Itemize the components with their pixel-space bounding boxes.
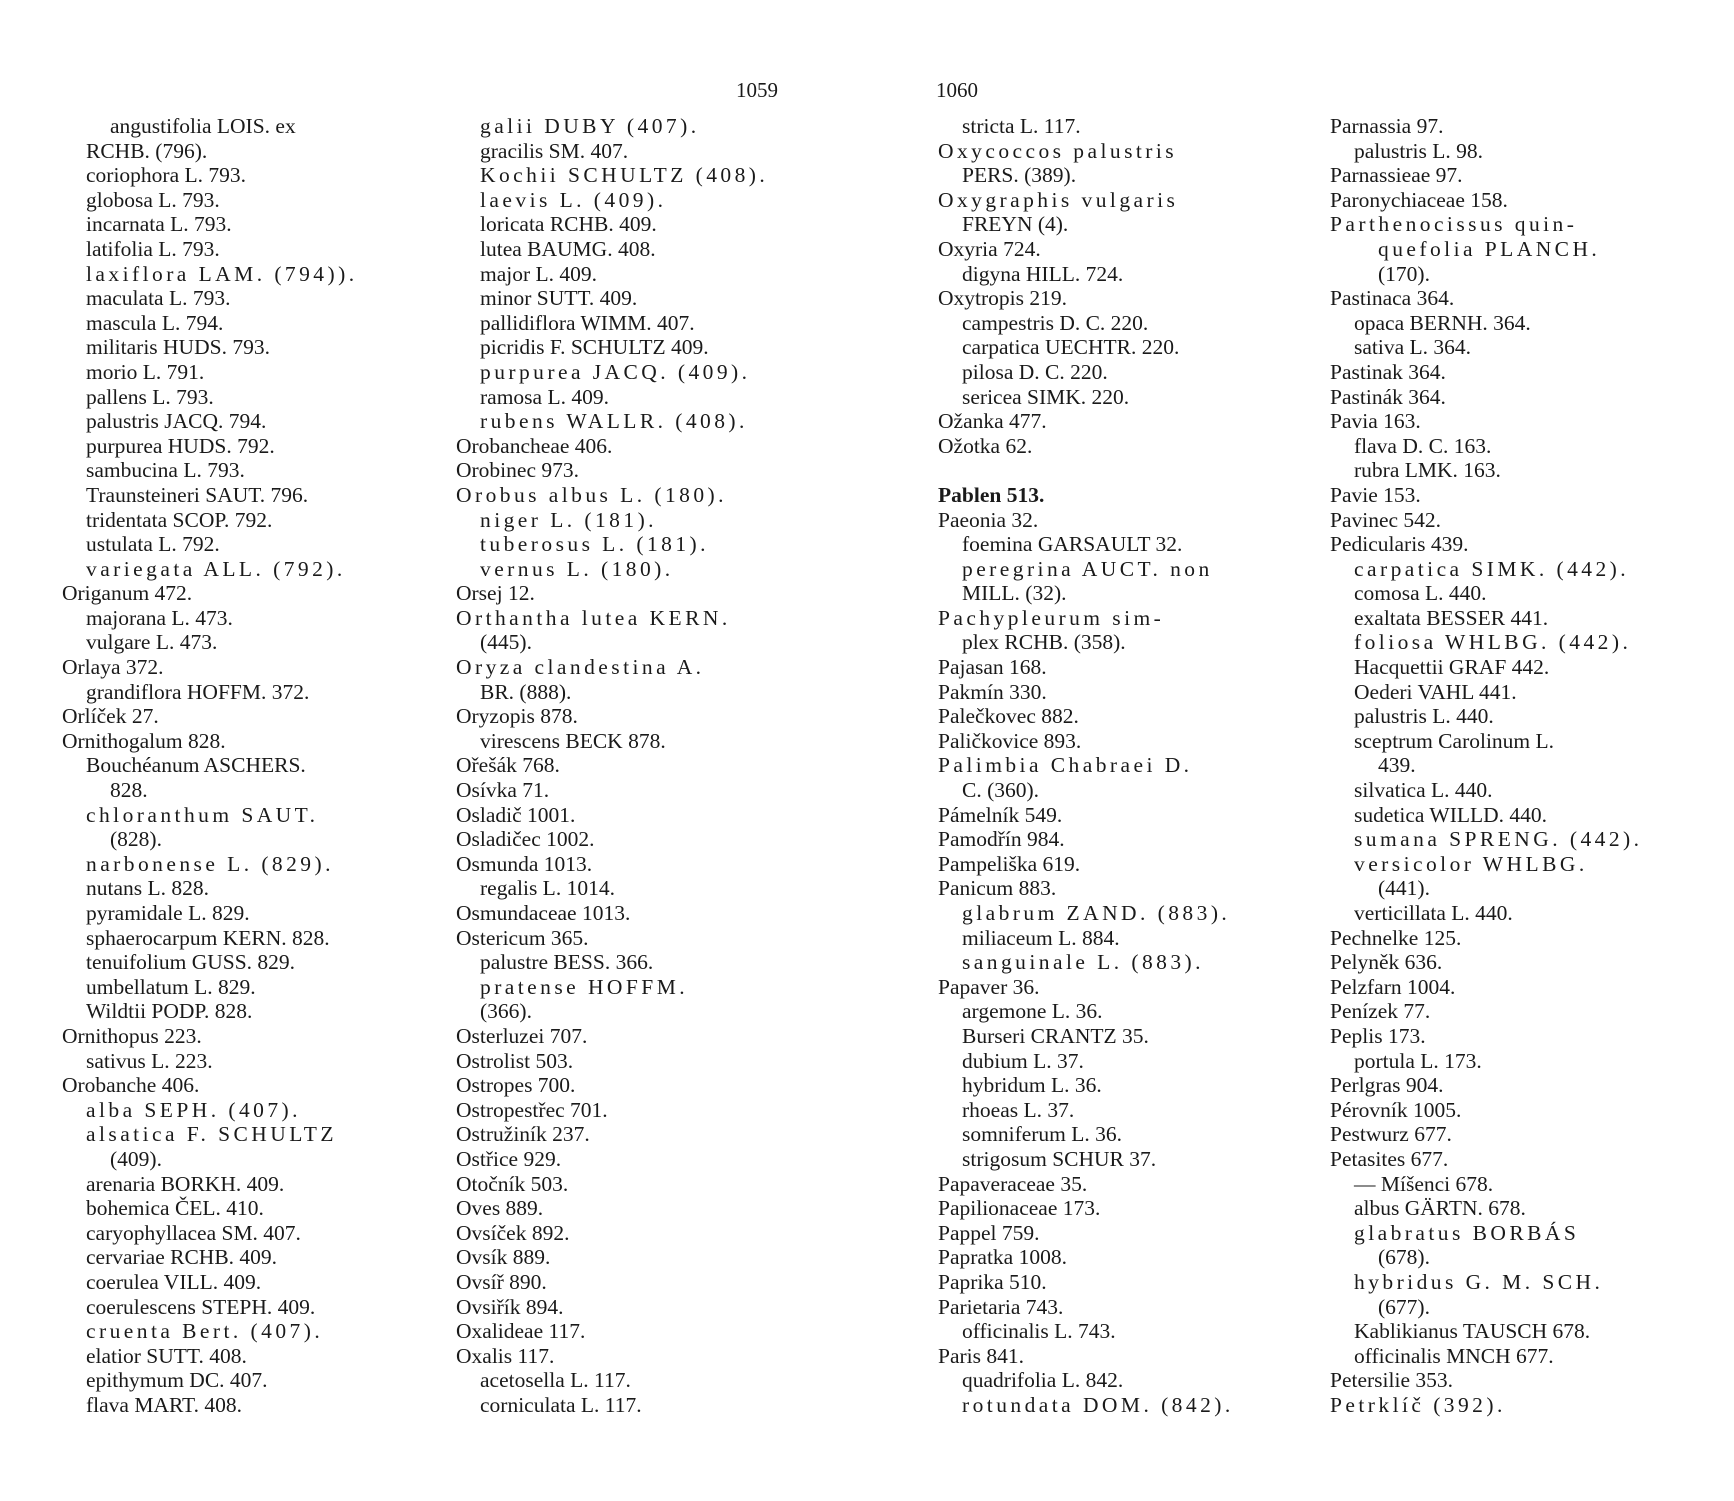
index-entry: picridis F. SCHULTZ 409. [480,335,709,360]
index-entry: hybridum L. 36. [962,1073,1102,1098]
index-entry: sericea SIMK. 220. [962,384,1130,409]
index-heading-entry: Ostropestřec 701. [456,1097,608,1122]
index-heading-entry: Osívka 71. [456,778,550,803]
index-entry: Oederi VAHL 441. [1354,679,1517,704]
index-entry: tenuifolium GUSS. 829. [86,950,296,975]
index-entry: palustris L. 440. [1354,704,1494,729]
index-entry: Bouchéanum ASCHERS. [86,753,306,778]
index-entry: albus GÄRTN. 678. [1354,1196,1526,1221]
index-heading-entry: Palečkovec 882. [938,704,1079,729]
index-heading-entry: Orsej 12. [456,581,535,606]
index-entry: comosa L. 440. [1354,581,1487,606]
index-entry: ustulata L. 792. [86,532,220,557]
index-heading-entry: Pajasan 168. [938,655,1047,680]
index-entry: silvatica L. 440. [1354,778,1493,803]
index-entry: coriophora L. 793. [86,163,247,188]
index-entry: rotundata DOM. (842). [962,1392,1234,1417]
index-entry: opaca BERNH. 364. [1354,310,1531,335]
index-entry: miliaceum L. 884. [962,925,1120,950]
index-entry: galii DUBY (407). [480,114,700,138]
index-heading-entry: Paronychiaceae 158. [1330,187,1508,212]
index-entry: majorana L. 473. [86,605,233,630]
index-heading-entry: Pastinák 364. [1330,384,1446,409]
index-heading-entry: Petrklíč (392). [1330,1392,1506,1417]
index-heading-entry: Ožanka 477. [938,409,1047,434]
index-heading-entry: Papilionaceae 173. [938,1196,1101,1221]
page-number-left: 1059 [736,78,778,102]
index-entry: epithymum DC. 407. [86,1368,268,1393]
index-entry: exaltata BESSER 441. [1354,605,1549,630]
index-entry: major L. 409. [480,261,598,286]
index-entry: strigosum SCHUR 37. [962,1146,1157,1171]
index-entry: flava MART. 408. [86,1392,242,1417]
index-entry: coerulescens STEPH. 409. [86,1294,316,1319]
index-entry: corniculata L. 117. [480,1392,642,1417]
index-entry: 828. [110,778,148,803]
index-heading-entry: Pamodřín 984. [938,827,1065,852]
index-entry: Kablikianus TAUSCH 678. [1354,1319,1591,1344]
index-entry: (445). [480,630,532,655]
index-entry: verticillata L. 440. [1354,901,1513,925]
index-entry: cervariae RCHB. 409. [86,1245,278,1270]
index-entry: officinalis MNCH 677. [1354,1343,1554,1368]
index-entry: foliosa WHLBG. (442). [1354,630,1632,655]
index-entry: hybridus G. M. SCH. [1354,1269,1604,1294]
index-heading-entry: Petersilie 353. [1330,1368,1454,1393]
index-entry: pratense HOFFM. [480,974,689,999]
index-heading-entry: Pelyněk 636. [1330,950,1443,975]
index-entry: sativus L. 223. [86,1048,213,1073]
index-entry: alba SEPH. (407). [86,1097,301,1122]
index-entry: nutans L. 828. [86,876,210,901]
index-heading-entry: Orthantha lutea KERN. [456,605,731,630]
index-heading-entry: Papratka 1008. [938,1245,1067,1270]
index-entry: quefolia PLANCH. [1378,236,1601,261]
index-entry: Burseri CRANTZ 35. [962,1023,1149,1048]
index-entry: foemina GARSAULT 32. [962,532,1183,557]
index-entry: narbonense L. (829). [86,851,334,876]
index-entry: sanguinale L. (883). [962,950,1204,975]
index-heading-entry: Pappel 759. [938,1220,1040,1245]
index-heading-entry: Penízek 77. [1330,999,1431,1024]
index-heading-entry: Ostružiník 237. [456,1122,590,1147]
index-entry: versicolor WHLBG. [1354,851,1588,876]
index-heading-entry: Ostericum 365. [456,925,589,950]
index-entry: minor SUTT. 409. [480,286,638,311]
index-entry: pyramidale L. 829. [86,901,250,925]
index-heading-entry: Pavia 163. [1330,409,1421,434]
index-heading-entry: Origanum 472. [62,581,193,606]
index-entry: militaris HUDS. 793. [86,335,270,360]
index-entry: incarnata L. 793. [86,212,232,237]
index-heading-entry: Ovsiřík 894. [456,1294,564,1319]
index-heading-entry: Osladičec 1002. [456,827,595,852]
index-entry: laevis L. (409). [480,187,667,212]
index-entry: flava D. C. 163. [1354,433,1492,458]
index-entry: pallens L. 793. [86,384,214,409]
index-heading-entry: Paličkovice 893. [938,728,1082,753]
index-entry: rubra LMK. 163. [1354,458,1501,483]
index-entry: rubens WALLR. (408). [480,409,748,434]
index-heading-entry: Pestwurz 677. [1330,1122,1452,1147]
index-heading-entry: Osmundaceae 1013. [456,901,631,925]
index-entry: (678). [1378,1245,1430,1270]
index-entry: sumana SPRENG. (442). [1354,827,1643,852]
index-entry: sudetica WILLD. 440. [1354,802,1548,827]
index-entry: PERS. (389). [962,163,1077,188]
index-heading-entry: Pakmín 330. [938,679,1047,704]
index-entry: maculata L. 793. [86,286,231,311]
index-entry: bohemica ČEL. 410. [86,1196,264,1221]
index-entry: purpurea HUDS. 792. [86,433,275,458]
page-number-right: 1060 [936,78,978,102]
index-entry: vulgare L. 473. [86,630,218,655]
index-entry: angustifolia LOIS. ex [110,114,296,138]
index-entry: mascula L. 794. [86,310,224,335]
index-entry: dubium L. 37. [962,1048,1084,1073]
index-entry: sceptrum Carolinum L. [1354,728,1555,753]
index-entry: alsatica F. SCHULTZ [86,1122,337,1147]
index-heading-entry: Pelzfarn 1004. [1330,974,1456,999]
index-entry: pilosa D. C. 220. [962,359,1108,384]
index-entry: coerulea VILL. 409. [86,1269,262,1294]
index-entry: loricata RCHB. 409. [480,212,657,237]
index-heading-entry: Orlaya 372. [62,655,164,680]
index-entry: glabrum ZAND. (883). [962,901,1231,925]
index-entry: glabratus BORBÁS [1354,1220,1580,1245]
index-heading-entry: Orlíček 27. [62,704,159,729]
index-entry: (366). [480,999,532,1024]
index-entry: digyna HILL. 724. [962,261,1124,286]
index-heading-entry: Oryzopis 878. [456,704,578,729]
index-column-1 [62,114,442,1417]
index-heading-entry: Orobinec 973. [456,458,579,483]
index-heading-entry: Parthenocissus quin- [1330,212,1578,237]
index-entry: campestris D. C. 220. [962,310,1149,335]
index-heading-entry: Pechnelke 125. [1330,925,1462,950]
index-entry: lutea BAUMG. 408. [480,236,656,261]
index-heading-entry: Pastinaca 364. [1330,286,1455,311]
index-entry: argemone L. 36. [962,999,1103,1024]
index-entry: virescens BECK 878. [480,728,666,753]
index-entry: (828). [110,827,162,852]
index-entry: acetosella L. 117. [480,1368,631,1393]
index-heading-entry: Orobancheae 406. [456,433,613,458]
index-heading-entry: Osmunda 1013. [456,851,593,876]
index-heading-entry: Orobanche 406. [62,1073,200,1098]
index-entry: caryophyllacea SM. 407. [86,1220,301,1245]
index-entry: arenaria BORKH. 409. [86,1171,285,1196]
index-entry: plex RCHB. (358). [962,630,1126,655]
index-heading-entry: Ostrolist 503. [456,1048,574,1073]
index-entry: (409). [110,1146,162,1171]
index-heading-entry: Palimbia Chabraei D. [938,753,1193,778]
index-entry: (170). [1378,261,1430,286]
index-heading-entry: Parietaria 743. [938,1294,1064,1319]
index-entry: Kochii SCHULTZ (408). [480,163,769,188]
index-entry: portula L. 173. [1354,1048,1482,1073]
index-entry: palustre BESS. 366. [480,950,654,975]
index-heading-entry: Panicum 883. [938,876,1057,901]
index-heading-entry: Ořešák 768. [456,753,560,778]
index-heading-entry: Pavie 153. [1330,482,1421,507]
index-entry: Traunsteineri SAUT. 796. [86,482,309,507]
index-heading-entry: Pachypleurum sim- [938,605,1165,630]
index-entry: C. (360). [962,778,1040,803]
index-entry: somniferum L. 36. [962,1122,1123,1147]
index-heading-entry: Peplis 173. [1330,1023,1426,1048]
index-heading-entry: Pedicularis 439. [1330,532,1469,557]
index-heading-entry: Oxycoccos palustris [938,138,1178,163]
index-heading-entry: Papaveraceae 35. [938,1171,1088,1196]
index-entry: umbellatum L. 829. [86,974,256,999]
index-entry: palustris L. 98. [1354,138,1483,163]
index-heading-entry: Pastinak 364. [1330,359,1446,384]
index-entry: rhoeas L. 37. [962,1097,1075,1122]
index-entry: sambucina L. 793. [86,458,245,483]
index-heading-entry: Ovsík 889. [456,1245,551,1270]
index-entry: officinalis L. 743. [962,1319,1116,1344]
index-heading-entry: Oxyria 724. [938,236,1041,261]
index-entry: FREYN (4). [962,212,1069,237]
index-heading-entry: Parnassieae 97. [1330,163,1463,188]
index-entry: MILL. (32). [962,581,1067,606]
index-entry: 439. [1378,753,1416,778]
index-heading-entry: Orobus albus L. (180). [456,482,727,507]
index-entry: latifolia L. 793. [86,236,220,261]
index-entry: Wildtii PODP. 828. [86,999,253,1024]
index-heading-entry: Paprika 510. [938,1269,1047,1294]
index-heading-entry: Pablen 513. [938,482,1045,507]
index-heading-entry: Ostřice 929. [456,1146,562,1171]
index-heading-entry: Ovsíř 890. [456,1269,547,1294]
index-heading-entry: Oxalis 117. [456,1343,555,1368]
index-entry: — Míšenci 678. [1354,1171,1494,1196]
index-entry: palustris JACQ. 794. [86,409,267,434]
index-entry: gracilis SM. 407. [480,138,629,163]
index-entry: tridentata SCOP. 792. [86,507,273,532]
index-entry: ramosa L. 409. [480,384,609,409]
index-entry: tuberosus L. (181). [480,532,709,557]
index-heading-entry: Otočník 503. [456,1171,569,1196]
index-heading-entry: Oxalideae 117. [456,1319,586,1344]
index-entry: variegata ALL. (792). [86,556,346,581]
index-entry: cruenta Bert. (407). [86,1319,324,1344]
index-heading-entry: Paris 841. [938,1343,1024,1368]
index-heading-entry: Oves 889. [456,1196,544,1221]
index-entry: elatior SUTT. 408. [86,1343,247,1368]
index-heading-entry: Pérovník 1005. [1330,1097,1462,1122]
section-gap [938,458,1318,483]
index-entry: quadrifolia L. 842. [962,1368,1124,1393]
index-entry: vernus L. (180). [480,556,674,581]
index-entry: chloranthum SAUT. [86,802,319,827]
index-entry: pallidiflora WIMM. 407. [480,310,695,335]
index-heading-entry: Paeonia 32. [938,507,1039,532]
index-entry: regalis L. 1014. [480,876,615,901]
index-heading-entry: Papaver 36. [938,974,1040,999]
index-entry: carpatica SIMK. (442). [1354,556,1630,581]
index-entry: Hacquettii GRAF 442. [1354,655,1550,680]
index-entry: stricta L. 117. [962,114,1081,138]
index-heading-entry: Pavinec 542. [1330,507,1442,532]
index-heading-entry: Osladič 1001. [456,802,576,827]
index-heading-entry: Ornithogalum 828. [62,728,226,753]
index-entry: sativa L. 364. [1354,335,1472,360]
index-heading-entry: Ostropes 700. [456,1073,576,1098]
index-entry: carpatica UECHTR. 220. [962,335,1180,360]
index-entry: peregrina AUCT. non [962,556,1213,581]
index-heading-entry: Oryza clandestina A. [456,655,705,680]
index-heading-entry: Pámelník 549. [938,802,1063,827]
index-entry: BR. (888). [480,679,572,704]
index-column-2 [456,114,836,1417]
index-heading-entry: Ožotka 62. [938,433,1033,458]
index-heading-entry: Perlgras 904. [1330,1073,1444,1098]
index-entry: sphaerocarpum KERN. 828. [86,925,330,950]
index-entry: laxiflora LAM. (794)). [86,261,358,286]
index-entry: globosa L. 793. [86,187,220,212]
index-column-3 [938,114,1318,1417]
index-heading-entry: Oxytropis 219. [938,286,1067,311]
index-entry: grandiflora HOFFM. 372. [86,679,310,704]
index-heading-entry: Osterluzei 707. [456,1023,588,1048]
index-column-4 [1330,114,1710,1417]
index-heading-entry: Ornithopus 223. [62,1023,202,1048]
index-heading-entry: Parnassia 97. [1330,114,1444,138]
index-entry: (441). [1378,876,1430,901]
index-entry: (677). [1378,1294,1430,1319]
index-entry: RCHB. (796). [86,138,208,163]
index-heading-entry: Pampeliška 619. [938,851,1081,876]
index-heading-entry: Oxygraphis vulgaris [938,187,1179,212]
index-heading-entry: Petasites 677. [1330,1146,1449,1171]
index-entry: purpurea JACQ. (409). [480,359,751,384]
index-entry: morio L. 791. [86,359,205,384]
index-heading-entry: Ovsíček 892. [456,1220,570,1245]
index-entry: niger L. (181). [480,507,657,532]
